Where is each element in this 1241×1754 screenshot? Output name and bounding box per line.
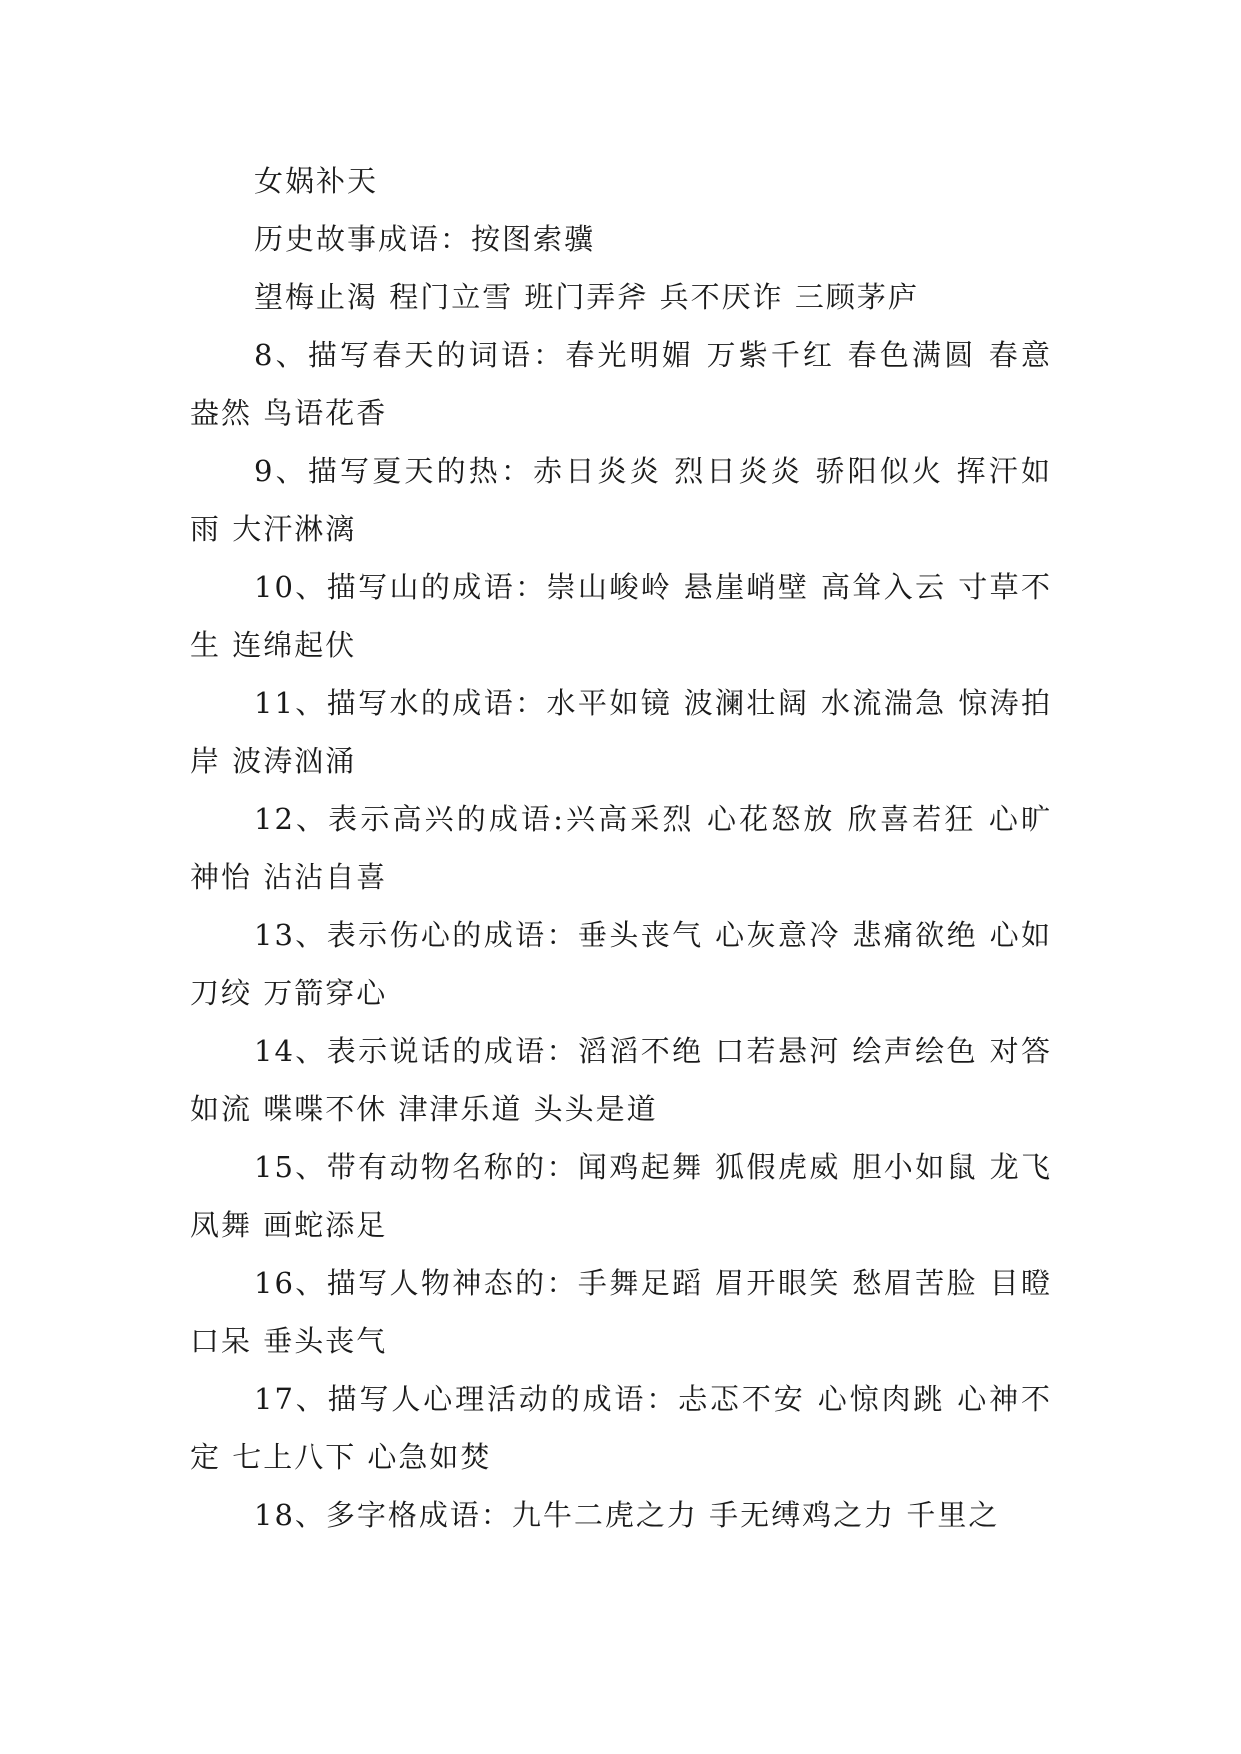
- paragraph-summer: 9、描写夏天的热：赤日炎炎 烈日炎炎 骄阳似火 挥汗如雨 大汗淋漓: [190, 454, 1052, 546]
- paragraph-psychology: 17、描写人心理活动的成语：忐忑不安 心惊肉跳 心神不定 七上八下 心急如焚: [190, 1382, 1052, 1474]
- paragraph-nuwa: 女娲补天: [254, 164, 379, 198]
- paragraph-spring: 8、描写春天的词语：春光明媚 万紫千红 春色满圆 春意盎然 鸟语花香: [190, 338, 1052, 430]
- paragraph-sad: 13、表示伤心的成语：垂头丧气 心灰意冷 悲痛欲绝 心如刀绞 万箭穿心: [190, 918, 1052, 1010]
- paragraph-animals: 15、带有动物名称的：闻鸡起舞 狐假虎威 胆小如鼠 龙飞凤舞 画蛇添足: [190, 1150, 1052, 1242]
- paragraph-expressions: 16、描写人物神态的：手舞足蹈 眉开眼笑 愁眉苦脸 目瞪口呆 垂头丧气: [190, 1266, 1052, 1358]
- paragraph-speaking: 14、表示说话的成语：滔滔不绝 口若悬河 绘声绘色 对答如流 喋喋不休 津津乐道 头头是道: [190, 1034, 1052, 1126]
- paragraph-water: 11、描写水的成语：水平如镜 波澜壮阔 水流湍急 惊涛拍岸 波涛汹涌: [190, 686, 1052, 778]
- document-body: [190, 152, 1052, 1544]
- paragraph-mountain: 10、描写山的成语：崇山峻岭 悬崖峭壁 高耸入云 寸草不生 连绵起伏: [190, 570, 1052, 662]
- paragraph-multi-char: 18、多字格成语：九牛二虎之力 手无缚鸡之力 千里之: [254, 1498, 1000, 1532]
- paragraph-historical-idioms-list: 望梅止渴 程门立雪 班门弄斧 兵不厌诈 三顾茅庐: [254, 280, 919, 314]
- paragraph-historical-idioms: 历史故事成语：按图索骥: [254, 222, 596, 256]
- paragraph-happy: 12、表示高兴的成语:兴高采烈 心花怒放 欣喜若狂 心旷神怡 沾沾自喜: [190, 802, 1052, 894]
